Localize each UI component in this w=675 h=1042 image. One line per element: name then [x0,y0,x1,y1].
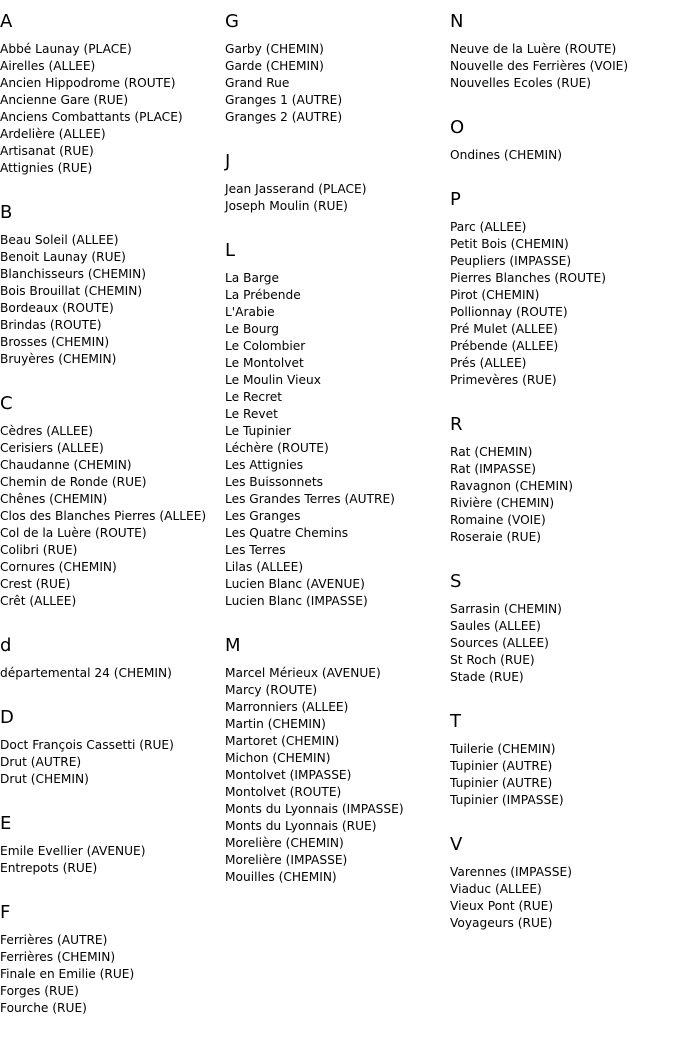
street-item: Les Buissonnets [225,475,323,489]
street-item: Michon (CHEMIN) [225,751,331,765]
street-item: Vieux Pont (RUE) [450,899,554,913]
street-list [0,843,225,877]
street-list [450,444,675,546]
street-item: Nouvelle des Ferrières (VOIE) [450,59,629,73]
section-letter-heading: J [225,151,231,172]
street-item: Stade (RUE) [450,670,524,684]
letter-section [225,151,450,215]
street-item: Tupinier (AUTRE) [450,759,553,773]
street-list [225,665,450,886]
street-item: Prés (ALLEE) [450,356,527,370]
street-item: Cèdres (ALLEE) [0,424,94,438]
street-item: Tupinier (IMPASSE) [450,793,564,807]
street-item: Morelière (IMPASSE) [225,853,348,867]
street-item: Jean Jasserand (PLACE) [225,182,367,196]
street-item: Les Granges [225,509,301,523]
section-letter-heading: d [0,635,12,656]
street-item: Romaine (VOIE) [450,513,546,527]
street-item: Le Bourg [225,322,280,336]
street-item: Drut (CHEMIN) [0,772,89,786]
street-item: Varennes (IMPASSE) [450,865,572,879]
letter-section [0,902,225,1017]
street-item: Cerisiers (ALLEE) [0,441,104,455]
section-letter-heading: O [450,117,465,138]
street-item: Ardelière (ALLEE) [0,127,106,141]
street-item: Joseph Moulin (RUE) [225,199,348,213]
street-item: Rivière (CHEMIN) [450,496,555,510]
street-item: Forges (RUE) [0,984,79,998]
section-letter-heading: D [0,707,14,728]
street-item: Bois Brouillat (CHEMIN) [0,284,143,298]
street-item: Martoret (CHEMIN) [225,734,340,748]
street-item: Garby (CHEMIN) [225,42,324,56]
street-item: Granges 1 (AUTRE) [225,93,343,107]
street-item: Le Tupinier [225,424,292,438]
letter-section [0,202,225,368]
letter-section [450,834,675,932]
street-item: Entrepots (RUE) [0,861,98,875]
street-item: Pirot (CHEMIN) [450,288,540,302]
section-letter-heading: M [225,635,241,656]
street-item: Martin (CHEMIN) [225,717,326,731]
street-item: Bruyères (CHEMIN) [0,352,117,366]
letter-section [225,635,450,886]
street-item: Chaudanne (CHEMIN) [0,458,132,472]
street-item: Les Attignies [225,458,304,472]
street-item: Airelles (ALLEE) [0,59,96,73]
street-item: Tupinier (AUTRE) [450,776,553,790]
letter-section [0,813,225,877]
street-item: La Prébende [225,288,301,302]
street-list [450,147,675,164]
street-item: Viaduc (ALLEE) [450,882,542,896]
street-item: Pierres Blanches (ROUTE) [450,271,606,285]
street-item: Lucien Blanc (AVENUE) [225,577,365,591]
street-item: Monts du Lyonnais (RUE) [225,819,377,833]
street-item: Cornures (CHEMIN) [0,560,117,574]
street-item: Marcel Mérieux (AVENUE) [225,666,381,680]
column-3 [450,0,675,957]
street-item: Lucien Blanc (IMPASSE) [225,594,368,608]
letter-section [0,707,225,788]
section-letter-heading: N [450,11,464,32]
street-item: Artisanat (RUE) [0,144,94,158]
letter-section [450,571,675,686]
street-item: Ondines (CHEMIN) [450,148,562,162]
street-item: Emile Evellier (AVENUE) [0,844,146,858]
street-item: Morelière (CHEMIN) [225,836,344,850]
street-item: Chênes (CHEMIN) [0,492,108,506]
street-list [450,741,675,809]
street-item: Bordeaux (ROUTE) [0,301,114,315]
letter-section [0,393,225,610]
street-item: Peupliers (IMPASSE) [450,254,572,268]
street-item: Crêt (ALLEE) [0,594,77,608]
street-item: Finale en Emilie (RUE) [0,967,135,981]
street-item: Le Montolvet [225,356,304,370]
street-item: Petit Bois (CHEMIN) [450,237,569,251]
street-list [450,219,675,389]
section-letter-heading: V [450,834,463,855]
letter-section [225,11,450,126]
street-item: Chemin de Ronde (RUE) [0,475,147,489]
street-item: départemental 24 (CHEMIN) [0,666,172,680]
street-item: Tuilerie (CHEMIN) [450,742,556,756]
street-item: Saules (ALLEE) [450,619,541,633]
street-item: Le Revet [225,407,278,421]
street-item: Rat (IMPASSE) [450,462,537,476]
section-letter-heading: R [450,414,463,435]
street-item: Beau Soleil (ALLEE) [0,233,119,247]
street-item: Nouvelles Ecoles (RUE) [450,76,592,90]
street-list [0,737,225,788]
street-item: Ravagnon (CHEMIN) [450,479,573,493]
letter-section [0,635,225,682]
street-item: Benoit Launay (RUE) [0,250,126,264]
section-letter-heading: C [0,393,13,414]
letter-section [450,11,675,92]
street-item: Le Recret [225,390,283,404]
street-item: Garde (CHEMIN) [225,59,324,73]
section-letter-heading: S [450,571,462,592]
street-item: Monts du Lyonnais (IMPASSE) [225,802,404,816]
street-item: Granges 2 (AUTRE) [225,110,343,124]
street-item: Sources (ALLEE) [450,636,549,650]
street-item: Le Colombier [225,339,306,353]
letter-section [450,414,675,546]
street-item: Ancien Hippodrome (ROUTE) [0,76,176,90]
street-item: Colibri (RUE) [0,543,78,557]
street-item: Les Terres [225,543,286,557]
street-item: Lilas (ALLEE) [225,560,304,574]
section-letter-heading: P [450,189,461,210]
street-list [450,601,675,686]
letter-section [225,240,450,610]
street-item: Sarrasin (CHEMIN) [450,602,562,616]
street-item: Les Quatre Chemins [225,526,349,540]
street-item: Brindas (ROUTE) [0,318,102,332]
street-item: Ferrières (AUTRE) [0,933,108,947]
street-list [0,932,225,1017]
section-letter-heading: A [0,11,13,32]
street-item: Roseraie (RUE) [450,530,542,544]
street-item: Pollionnay (ROUTE) [450,305,568,319]
column-2 [225,0,450,911]
section-letter-heading: B [0,202,13,223]
street-item: Pré Mulet (ALLEE) [450,322,558,336]
street-item: Mouilles (CHEMIN) [225,870,337,884]
street-item: Ancienne Gare (RUE) [0,93,129,107]
street-item: Marronniers (ALLEE) [225,700,349,714]
street-list [225,41,450,126]
street-item: Anciens Combattants (PLACE) [0,110,183,124]
section-letter-heading: E [0,813,12,834]
street-item: Primevères (RUE) [450,373,557,387]
street-item: Doct François Cassetti (RUE) [0,738,174,752]
street-list [0,665,225,682]
letter-section [450,117,675,164]
street-item: Léchère (ROUTE) [225,441,329,455]
street-item: L'Arabie [225,305,275,319]
street-item: Abbé Launay (PLACE) [0,42,132,56]
street-item: Brosses (CHEMIN) [0,335,110,349]
street-item: Montolvet (ROUTE) [225,785,342,799]
street-item: Rat (CHEMIN) [450,445,533,459]
street-list [0,41,225,177]
street-item: Blanchisseurs (CHEMIN) [0,267,147,281]
letter-section [450,711,675,809]
street-item: Les Grandes Terres (AUTRE) [225,492,395,506]
street-list [225,181,450,215]
street-item: Clos des Blanches Pierres (ALLEE) [0,509,207,523]
street-list [450,864,675,932]
street-item: Marcy (ROUTE) [225,683,318,697]
street-list [0,423,225,610]
section-letter-heading: G [225,11,239,32]
street-item: Voyageurs (RUE) [450,916,553,930]
street-item: St Roch (RUE) [450,653,535,667]
street-item: Col de la Luère (ROUTE) [0,526,147,540]
street-item: Montolvet (IMPASSE) [225,768,352,782]
section-letter-heading: F [0,902,11,923]
street-list [225,270,450,610]
street-item: Ferrières (CHEMIN) [0,950,116,964]
street-item: La Barge [225,271,279,285]
street-list [450,41,675,92]
street-item: Le Moulin Vieux [225,373,321,387]
letter-section [0,11,225,177]
street-item: Crest (RUE) [0,577,71,591]
street-list [0,232,225,368]
column-1 [0,0,225,1042]
street-item: Grand Rue [225,76,290,90]
section-letter-heading: T [450,711,461,732]
street-item: Parc (ALLEE) [450,220,527,234]
street-item: Attignies (RUE) [0,161,93,175]
letter-section [450,189,675,389]
street-item: Fourche (RUE) [0,1001,87,1015]
street-item: Neuve de la Luère (ROUTE) [450,42,617,56]
street-item: Drut (AUTRE) [0,755,82,769]
street-item: Prébende (ALLEE) [450,339,559,353]
section-letter-heading: L [225,240,236,261]
